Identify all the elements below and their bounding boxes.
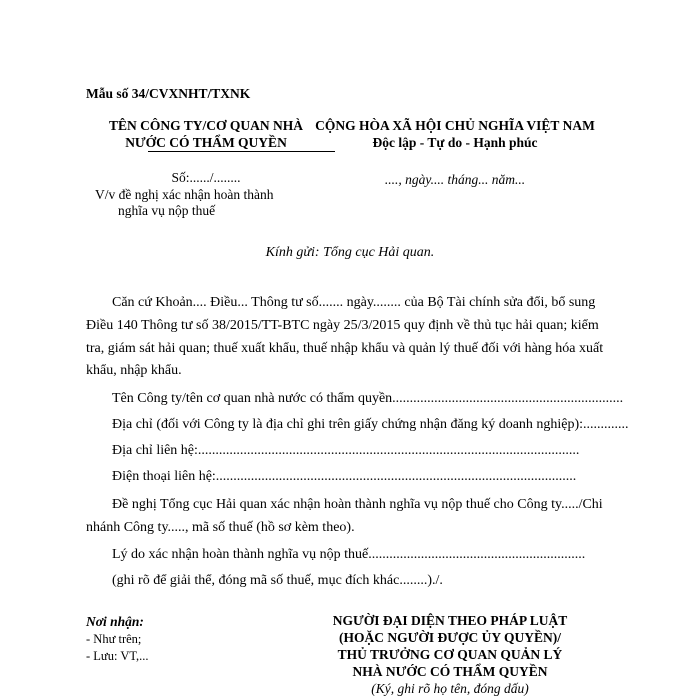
request-line1: Đề nghị Tổng cục Hải quan xác nhận hoàn thành nghĩa vụ nộp thuế cho Công ty...../Chi [112, 497, 603, 512]
company-name-field: Tên Công ty/tên cơ quan nhà nước có thẩm quyền.................................................................. [112, 391, 624, 406]
reason-field: Lý do xác nhận hoàn thành nghĩa vụ nộp thuế.............................................................. [112, 547, 586, 562]
company-name-header-line1: TÊN CÔNG TY/CƠ QUAN NHÀ [108, 118, 304, 133]
date-line: ...., ngày.... tháng... năm... [384, 172, 526, 187]
body-p1-line3: tra, giám sát hải quan; thuế xuất khẩu, thuế nhập khẩu và quản lý thuế đối với hàng hóa xuất [86, 341, 604, 356]
reason-note: (ghi rõ để giải thể, đóng mã số thuế, mục đích khác........)./. [112, 573, 443, 588]
document-number: Số:....../........ [171, 170, 241, 185]
signature-note: (Ký, ghi rõ họ tên, đóng dấu) [371, 681, 529, 696]
request-line2: nhánh Công ty....., mã số thuế (hồ sơ kèm theo). [86, 520, 355, 535]
address-field: Địa chỉ (đối với Công ty là địa chỉ ghi trên giấy chứng nhận đăng ký doanh nghiệp):............. [112, 417, 629, 432]
form-code: Mẫu số 34/CVXNHT/TXNK [86, 86, 251, 101]
signature-title-line4: NHÀ NƯỚC CÓ THẨM QUYỀN [352, 664, 548, 679]
subject-line1: V/v đề nghị xác nhận hoàn thành [95, 187, 274, 202]
company-name-header-line2: NƯỚC CÓ THẨM QUYỀN [125, 135, 287, 150]
body-p1-line1: Căn cứ Khoản.... Điều... Thông tư số....... ngày........ của Bộ Tài chính sửa đổi, bổ sung [112, 295, 596, 310]
signature-title-line3: THỦ TRƯỞNG CƠ QUAN QUẢN LÝ [337, 647, 563, 662]
body-p1-line4: khẩu, nhập khẩu. [86, 363, 182, 378]
signature-title-line2: (HOẶC NGƯỜI ĐƯỢC ỦY QUYỀN)/ [339, 630, 561, 645]
signature-title-line1: NGƯỜI ĐẠI DIỆN THEO PHÁP LUẬT [332, 613, 568, 628]
recipient-item: - Như trên; [86, 632, 142, 646]
recipients-title: Nơi nhận: [86, 614, 144, 629]
recipient-item: - Lưu: VT,... [86, 649, 149, 663]
contact-address-field: Địa chỉ liên hệ:............................................................................................................. [112, 443, 580, 458]
left-header-underline [148, 151, 335, 152]
national-title: CỘNG HÒA XÃ HỘI CHỦ NGHĨA VIỆT NAM [315, 118, 595, 133]
body-p1-line2: Điều 140 Thông tư số 38/2015/TT-BTC ngày 25/3/2015 quy định về thủ tục hải quan; kiểm [86, 318, 599, 333]
phone-field: Điện thoại liên hệ:....................................................................................................... [112, 469, 577, 484]
salutation: Kính gửi: Tổng cục Hải quan. [265, 245, 435, 260]
subject-line2: nghĩa vụ nộp thuế [118, 203, 216, 218]
national-motto: Độc lập - Tự do - Hạnh phúc [372, 135, 538, 150]
